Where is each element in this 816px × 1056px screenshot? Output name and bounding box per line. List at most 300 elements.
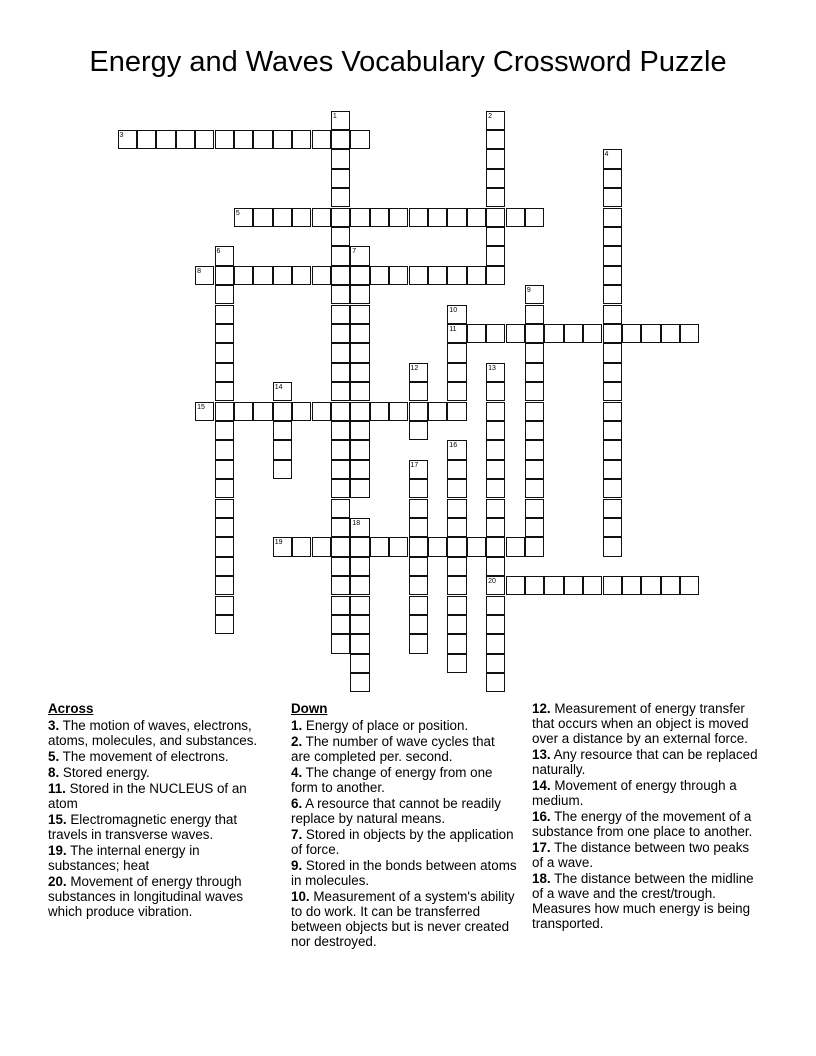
- crossword-cell[interactable]: [467, 208, 486, 227]
- crossword-cell[interactable]: [409, 460, 428, 479]
- crossword-cell[interactable]: [234, 402, 253, 421]
- crossword-cell[interactable]: [603, 266, 622, 285]
- crossword-cell[interactable]: [603, 460, 622, 479]
- crossword-cell[interactable]: [486, 402, 505, 421]
- crossword-cell[interactable]: [486, 557, 505, 576]
- crossword-cell[interactable]: [409, 576, 428, 595]
- crossword-cell[interactable]: [350, 596, 369, 615]
- crossword-cell[interactable]: [350, 266, 369, 285]
- crossword-cell[interactable]: [603, 305, 622, 324]
- crossword-cell[interactable]: [350, 654, 369, 673]
- crossword-cell[interactable]: [486, 634, 505, 653]
- crossword-cell[interactable]: [350, 421, 369, 440]
- crossword-cell[interactable]: [331, 557, 350, 576]
- crossword-cell[interactable]: [273, 382, 292, 401]
- crossword-cell[interactable]: [447, 499, 466, 518]
- crossword-cell[interactable]: [447, 654, 466, 673]
- crossword-cell[interactable]: [447, 343, 466, 362]
- crossword-cell[interactable]: [215, 557, 234, 576]
- clue-text: Movement of energy through a medium.: [532, 778, 737, 808]
- crossword-cell[interactable]: [409, 615, 428, 634]
- crossword-cell[interactable]: [525, 537, 544, 556]
- crossword-cell[interactable]: [312, 208, 331, 227]
- clue-number: 19.: [48, 843, 67, 858]
- crossword-cell[interactable]: [292, 130, 311, 149]
- crossword-cell[interactable]: [409, 208, 428, 227]
- crossword-cell[interactable]: [467, 537, 486, 556]
- crossword-cell[interactable]: [273, 130, 292, 149]
- crossword-cell[interactable]: [564, 576, 583, 595]
- crossword-cell[interactable]: [389, 208, 408, 227]
- crossword-cell[interactable]: [409, 557, 428, 576]
- clue-item: [291, 718, 517, 733]
- crossword-cell[interactable]: [253, 266, 272, 285]
- crossword-cell[interactable]: [215, 460, 234, 479]
- crossword-cell[interactable]: [603, 363, 622, 382]
- clue-text: Electromagnetic energy that travels in transverse waves.: [48, 812, 238, 842]
- crossword-cell[interactable]: [603, 440, 622, 459]
- crossword-cell[interactable]: [447, 460, 466, 479]
- crossword-cell[interactable]: [350, 402, 369, 421]
- clue-text: Stored in objects by the application of force.: [291, 827, 514, 857]
- clue-text: The internal energy in substances; heat: [48, 843, 200, 873]
- crossword-cell[interactable]: [447, 518, 466, 537]
- crossword-cell[interactable]: [350, 305, 369, 324]
- crossword-cell[interactable]: [215, 343, 234, 362]
- crossword-cell[interactable]: [622, 324, 641, 343]
- crossword-cell[interactable]: [215, 440, 234, 459]
- crossword-cell[interactable]: [603, 343, 622, 362]
- page-title: Energy and Waves Vocabulary Crossword Puzzle: [89, 46, 727, 78]
- crossword-cell[interactable]: [525, 576, 544, 595]
- crossword-cell[interactable]: [525, 421, 544, 440]
- crossword-cell[interactable]: [409, 499, 428, 518]
- crossword-cell[interactable]: [641, 324, 660, 343]
- crossword-cell[interactable]: [156, 130, 175, 149]
- crossword-cell[interactable]: [506, 576, 525, 595]
- crossword-cell[interactable]: [273, 440, 292, 459]
- crossword-cell[interactable]: [331, 227, 350, 246]
- crossword-cell[interactable]: [603, 227, 622, 246]
- crossword-cell[interactable]: [447, 615, 466, 634]
- crossword-cell[interactable]: [253, 402, 272, 421]
- crossword-cell[interactable]: [428, 537, 447, 556]
- crossword-cell[interactable]: [273, 266, 292, 285]
- crossword-cell[interactable]: [661, 324, 680, 343]
- crossword-cell[interactable]: [331, 169, 350, 188]
- crossword-cell[interactable]: [447, 537, 466, 556]
- crossword-cell[interactable]: [331, 343, 350, 362]
- crossword-cell[interactable]: [447, 363, 466, 382]
- crossword-cell[interactable]: [447, 557, 466, 576]
- crossword-cell[interactable]: [215, 499, 234, 518]
- crossword-cell[interactable]: [486, 246, 505, 265]
- crossword-cell[interactable]: [215, 596, 234, 615]
- crossword-cell[interactable]: [331, 440, 350, 459]
- clue-number: 10.: [291, 889, 310, 904]
- crossword-cell[interactable]: [467, 324, 486, 343]
- crossword-cell[interactable]: [680, 324, 699, 343]
- crossword-cell[interactable]: [428, 402, 447, 421]
- crossword-cell[interactable]: [195, 266, 214, 285]
- crossword-cell[interactable]: [603, 149, 622, 168]
- crossword-cell[interactable]: [331, 402, 350, 421]
- crossword-cell[interactable]: [525, 363, 544, 382]
- crossword-cell[interactable]: [350, 479, 369, 498]
- crossword-cell[interactable]: [350, 343, 369, 362]
- crossword-cell[interactable]: [486, 673, 505, 692]
- clue-text: The motion of waves, electrons, atoms, molecules, and substances.: [48, 718, 258, 748]
- clue-item: [291, 734, 517, 764]
- crossword-cell[interactable]: [603, 537, 622, 556]
- crossword-cell[interactable]: [215, 421, 234, 440]
- clue-item: [532, 809, 764, 839]
- crossword-cell[interactable]: [331, 111, 350, 130]
- clue-text: The distance between two peaks of a wave.: [532, 840, 750, 870]
- crossword-cell[interactable]: [486, 149, 505, 168]
- crossword-cell[interactable]: [603, 576, 622, 595]
- crossword-cell[interactable]: [603, 208, 622, 227]
- crossword-cell[interactable]: [176, 130, 195, 149]
- crossword-cell[interactable]: [137, 130, 156, 149]
- crossword-cell[interactable]: [292, 402, 311, 421]
- crossword-cell[interactable]: [215, 266, 234, 285]
- crossword-cell[interactable]: [486, 324, 505, 343]
- clue-number: 1.: [291, 718, 303, 733]
- clue-number: 5.: [48, 749, 60, 764]
- crossword-cell[interactable]: [331, 208, 350, 227]
- crossword-cell[interactable]: [331, 518, 350, 537]
- crossword-cell[interactable]: [486, 188, 505, 207]
- crossword-cell[interactable]: [603, 382, 622, 401]
- crossword-cell[interactable]: [506, 208, 525, 227]
- crossword-cell[interactable]: [215, 615, 234, 634]
- clue-item: [291, 858, 517, 888]
- crossword-cell[interactable]: [350, 382, 369, 401]
- clue-number: 9.: [291, 858, 303, 873]
- crossword-cell[interactable]: [331, 382, 350, 401]
- crossword-cell[interactable]: [215, 246, 234, 265]
- crossword-cell[interactable]: [603, 479, 622, 498]
- crossword-cell[interactable]: [370, 537, 389, 556]
- crossword-cell[interactable]: [486, 596, 505, 615]
- crossword-cell[interactable]: [312, 266, 331, 285]
- crossword-cell[interactable]: [292, 537, 311, 556]
- crossword-cell[interactable]: [292, 208, 311, 227]
- cell-number: 5: [235, 209, 240, 217]
- crossword-cell[interactable]: [603, 246, 622, 265]
- crossword-cell[interactable]: [525, 499, 544, 518]
- crossword-cell[interactable]: [350, 537, 369, 556]
- cell-number: 9: [526, 287, 531, 295]
- crossword-cell[interactable]: [486, 130, 505, 149]
- crossword-cell[interactable]: [215, 479, 234, 498]
- crossword-cell[interactable]: [331, 149, 350, 168]
- crossword-cell[interactable]: [409, 596, 428, 615]
- crossword-cell[interactable]: [331, 499, 350, 518]
- down-clue-list: [291, 718, 517, 949]
- cell-number: 20: [488, 578, 496, 586]
- crossword-cell[interactable]: [467, 266, 486, 285]
- crossword-cell[interactable]: [525, 285, 544, 304]
- crossword-cell[interactable]: [331, 285, 350, 304]
- crossword-cell[interactable]: [486, 460, 505, 479]
- crossword-cell[interactable]: [215, 518, 234, 537]
- crossword-cell[interactable]: [350, 460, 369, 479]
- clue-text: The distance between the midline of a wave and the crest/trough. Measures how much energy is being transported.: [532, 871, 754, 931]
- cell-number: 3: [119, 131, 124, 139]
- crossword-cell[interactable]: [331, 615, 350, 634]
- crossword-cell[interactable]: [525, 440, 544, 459]
- crossword-cell[interactable]: [234, 266, 253, 285]
- clue-text: Energy of place or position.: [302, 718, 469, 733]
- crossword-cell[interactable]: [234, 130, 253, 149]
- crossword-cell[interactable]: [389, 537, 408, 556]
- clue-item: [48, 765, 273, 780]
- clue-number: 2.: [291, 734, 303, 749]
- crossword-cell[interactable]: [350, 130, 369, 149]
- clue-item: [291, 796, 517, 826]
- crossword-cell[interactable]: [273, 402, 292, 421]
- crossword-cell[interactable]: [525, 208, 544, 227]
- crossword-cell[interactable]: [331, 634, 350, 653]
- crossword-cell[interactable]: [661, 576, 680, 595]
- crossword-cell[interactable]: [370, 402, 389, 421]
- crossword-cell[interactable]: [603, 169, 622, 188]
- crossword-cell[interactable]: [331, 363, 350, 382]
- crossword-cell[interactable]: [583, 324, 602, 343]
- crossword-cell[interactable]: [215, 305, 234, 324]
- crossword-cell[interactable]: [486, 169, 505, 188]
- crossword-cell[interactable]: [331, 324, 350, 343]
- crossword-cell[interactable]: [680, 576, 699, 595]
- clue-text: Stored in the bonds between atoms in molecules.: [291, 858, 517, 888]
- crossword-cell[interactable]: [215, 285, 234, 304]
- crossword-cell[interactable]: [409, 363, 428, 382]
- crossword-cell[interactable]: [447, 576, 466, 595]
- cell-number: 1: [332, 112, 337, 120]
- crossword-cell[interactable]: [486, 382, 505, 401]
- crossword-cell[interactable]: [370, 208, 389, 227]
- crossword-cell[interactable]: [389, 266, 408, 285]
- crossword-cell[interactable]: [486, 363, 505, 382]
- crossword-cell[interactable]: [312, 130, 331, 149]
- crossword-cell[interactable]: [350, 615, 369, 634]
- crossword-cell[interactable]: [409, 518, 428, 537]
- crossword-cell[interactable]: [331, 596, 350, 615]
- crossword-cell[interactable]: [583, 576, 602, 595]
- crossword-cell[interactable]: [603, 324, 622, 343]
- across-heading: Across: [48, 701, 94, 716]
- crossword-cell[interactable]: [486, 654, 505, 673]
- clue-text: Movement of energy through substances in longitudinal waves which produce vibration.: [48, 874, 244, 919]
- crossword-cell[interactable]: [331, 305, 350, 324]
- crossword-cell[interactable]: [486, 576, 505, 595]
- crossword-cell[interactable]: [409, 402, 428, 421]
- crossword-cell[interactable]: [331, 130, 350, 149]
- crossword-cell[interactable]: [486, 537, 505, 556]
- crossword-cell[interactable]: [486, 615, 505, 634]
- crossword-cell[interactable]: [331, 266, 350, 285]
- crossword-cell[interactable]: [273, 460, 292, 479]
- crossword-cell[interactable]: [350, 576, 369, 595]
- crossword-cell[interactable]: [215, 363, 234, 382]
- crossword-cell[interactable]: [409, 382, 428, 401]
- crossword-cell[interactable]: [603, 188, 622, 207]
- crossword-cell[interactable]: [195, 402, 214, 421]
- crossword-cell[interactable]: [273, 537, 292, 556]
- clue-item: [48, 781, 273, 811]
- crossword-cell[interactable]: [525, 460, 544, 479]
- crossword-cell[interactable]: [544, 324, 563, 343]
- crossword-cell[interactable]: [447, 382, 466, 401]
- clue-number: 4.: [291, 765, 303, 780]
- clue-text: The movement of electrons.: [59, 749, 229, 764]
- crossword-cell[interactable]: [389, 402, 408, 421]
- crossword-cell[interactable]: [525, 324, 544, 343]
- crossword-cell[interactable]: [273, 208, 292, 227]
- clue-number: 8.: [48, 765, 60, 780]
- crossword-cell[interactable]: [525, 479, 544, 498]
- clue-item: [532, 701, 764, 746]
- crossword-cell[interactable]: [506, 324, 525, 343]
- crossword-cell[interactable]: [273, 421, 292, 440]
- crossword-cell[interactable]: [331, 537, 350, 556]
- crossword-cell[interactable]: [603, 402, 622, 421]
- crossword-cell[interactable]: [350, 518, 369, 537]
- crossword-cell[interactable]: [447, 324, 466, 343]
- crossword-cell[interactable]: [409, 634, 428, 653]
- clue-number: 6.: [291, 796, 303, 811]
- crossword-cell[interactable]: [331, 246, 350, 265]
- clue-item: [48, 874, 273, 919]
- crossword-cell[interactable]: [350, 634, 369, 653]
- crossword-cell[interactable]: [603, 518, 622, 537]
- down-clue-list-continued: [532, 701, 764, 931]
- crossword-cell[interactable]: [428, 208, 447, 227]
- crossword-cell[interactable]: [215, 324, 234, 343]
- clue-text: A resource that cannot be readily replace by natural means.: [291, 796, 501, 826]
- crossword-cell[interactable]: [447, 402, 466, 421]
- cell-number: 19: [274, 539, 283, 547]
- clue-item: [532, 840, 764, 870]
- crossword-cell[interactable]: [447, 479, 466, 498]
- crossword-cell[interactable]: [525, 305, 544, 324]
- crossword-cell[interactable]: [409, 421, 428, 440]
- crossword-cell[interactable]: [350, 363, 369, 382]
- crossword-cell[interactable]: [370, 266, 389, 285]
- clue-item: [48, 812, 273, 842]
- cell-number: 16: [449, 442, 458, 450]
- clue-text: The energy of the movement of a substance from one place to another.: [532, 809, 753, 839]
- crossword-cell[interactable]: [486, 518, 505, 537]
- crossword-cell[interactable]: [486, 266, 505, 285]
- clue-number: 18.: [532, 871, 551, 886]
- crossword-cell[interactable]: [215, 537, 234, 556]
- crossword-cell[interactable]: [486, 499, 505, 518]
- crossword-cell[interactable]: [253, 208, 272, 227]
- crossword-cell[interactable]: [331, 188, 350, 207]
- crossword-cell[interactable]: [447, 596, 466, 615]
- crossword-cell[interactable]: [603, 421, 622, 440]
- crossword-cell[interactable]: [486, 479, 505, 498]
- crossword-cell[interactable]: [641, 576, 660, 595]
- crossword-cell[interactable]: [447, 208, 466, 227]
- crossword-cell[interactable]: [292, 266, 311, 285]
- crossword-cell[interactable]: [331, 460, 350, 479]
- crossword-cell[interactable]: [506, 537, 525, 556]
- crossword-cell[interactable]: [312, 402, 331, 421]
- clue-text: The change of energy from one form to another.: [291, 765, 493, 795]
- crossword-cell[interactable]: [253, 130, 272, 149]
- crossword-cell[interactable]: [409, 479, 428, 498]
- crossword-cell[interactable]: [234, 208, 253, 227]
- clue-text: Stored energy.: [59, 765, 150, 780]
- crossword-cell[interactable]: [603, 285, 622, 304]
- clue-number: 13.: [532, 747, 551, 762]
- clue-number: 16.: [532, 809, 551, 824]
- crossword-cell[interactable]: [215, 130, 234, 149]
- crossword-cell[interactable]: [195, 130, 214, 149]
- crossword-cell[interactable]: [350, 440, 369, 459]
- crossword-cell[interactable]: [447, 305, 466, 324]
- crossword-cell[interactable]: [350, 557, 369, 576]
- crossword-cell[interactable]: [525, 382, 544, 401]
- crossword-cell[interactable]: [215, 382, 234, 401]
- crossword-cell[interactable]: [486, 421, 505, 440]
- crossword-cell[interactable]: [544, 576, 563, 595]
- crossword-cell[interactable]: [447, 440, 466, 459]
- crossword-cell[interactable]: [428, 266, 447, 285]
- crossword-cell[interactable]: [486, 440, 505, 459]
- crossword-cell[interactable]: [525, 343, 544, 362]
- crossword-cell[interactable]: [564, 324, 583, 343]
- crossword-cell[interactable]: [486, 111, 505, 130]
- clue-text: Measurement of a system's ability to do work. It can be transferred between objects but is never created nor destroyed.: [291, 889, 515, 949]
- crossword-cell[interactable]: [215, 576, 234, 595]
- crossword-cell[interactable]: [350, 285, 369, 304]
- crossword-cell[interactable]: [409, 537, 428, 556]
- cell-number: 8: [197, 267, 201, 275]
- crossword-cell[interactable]: [525, 518, 544, 537]
- cell-number: 14: [274, 384, 283, 392]
- crossword-cell[interactable]: [350, 324, 369, 343]
- crossword-cell[interactable]: [409, 266, 428, 285]
- down-heading: Down: [291, 701, 328, 716]
- clue-number: 17.: [532, 840, 551, 855]
- crossword-cell[interactable]: [215, 402, 234, 421]
- cell-number: 18: [352, 519, 361, 527]
- crossword-cell[interactable]: [486, 208, 505, 227]
- crossword-cell[interactable]: [331, 479, 350, 498]
- crossword-cell[interactable]: [447, 634, 466, 653]
- crossword-cell[interactable]: [525, 402, 544, 421]
- clue-text: Measurement of energy transfer that occurs when an object is moved over a distance by an external force.: [532, 701, 749, 746]
- crossword-cell[interactable]: [350, 673, 369, 692]
- clue-item: [291, 889, 517, 949]
- crossword-cell[interactable]: [603, 499, 622, 518]
- crossword-cell[interactable]: [486, 227, 505, 246]
- crossword-cell[interactable]: [447, 266, 466, 285]
- crossword-cell[interactable]: [312, 537, 331, 556]
- crossword-cell[interactable]: [118, 130, 137, 149]
- crossword-cell[interactable]: [350, 246, 369, 265]
- clue-item: [48, 749, 273, 764]
- crossword-cell[interactable]: [331, 576, 350, 595]
- crossword-cell[interactable]: [331, 421, 350, 440]
- crossword-cell[interactable]: [622, 576, 641, 595]
- crossword-cell[interactable]: [350, 208, 369, 227]
